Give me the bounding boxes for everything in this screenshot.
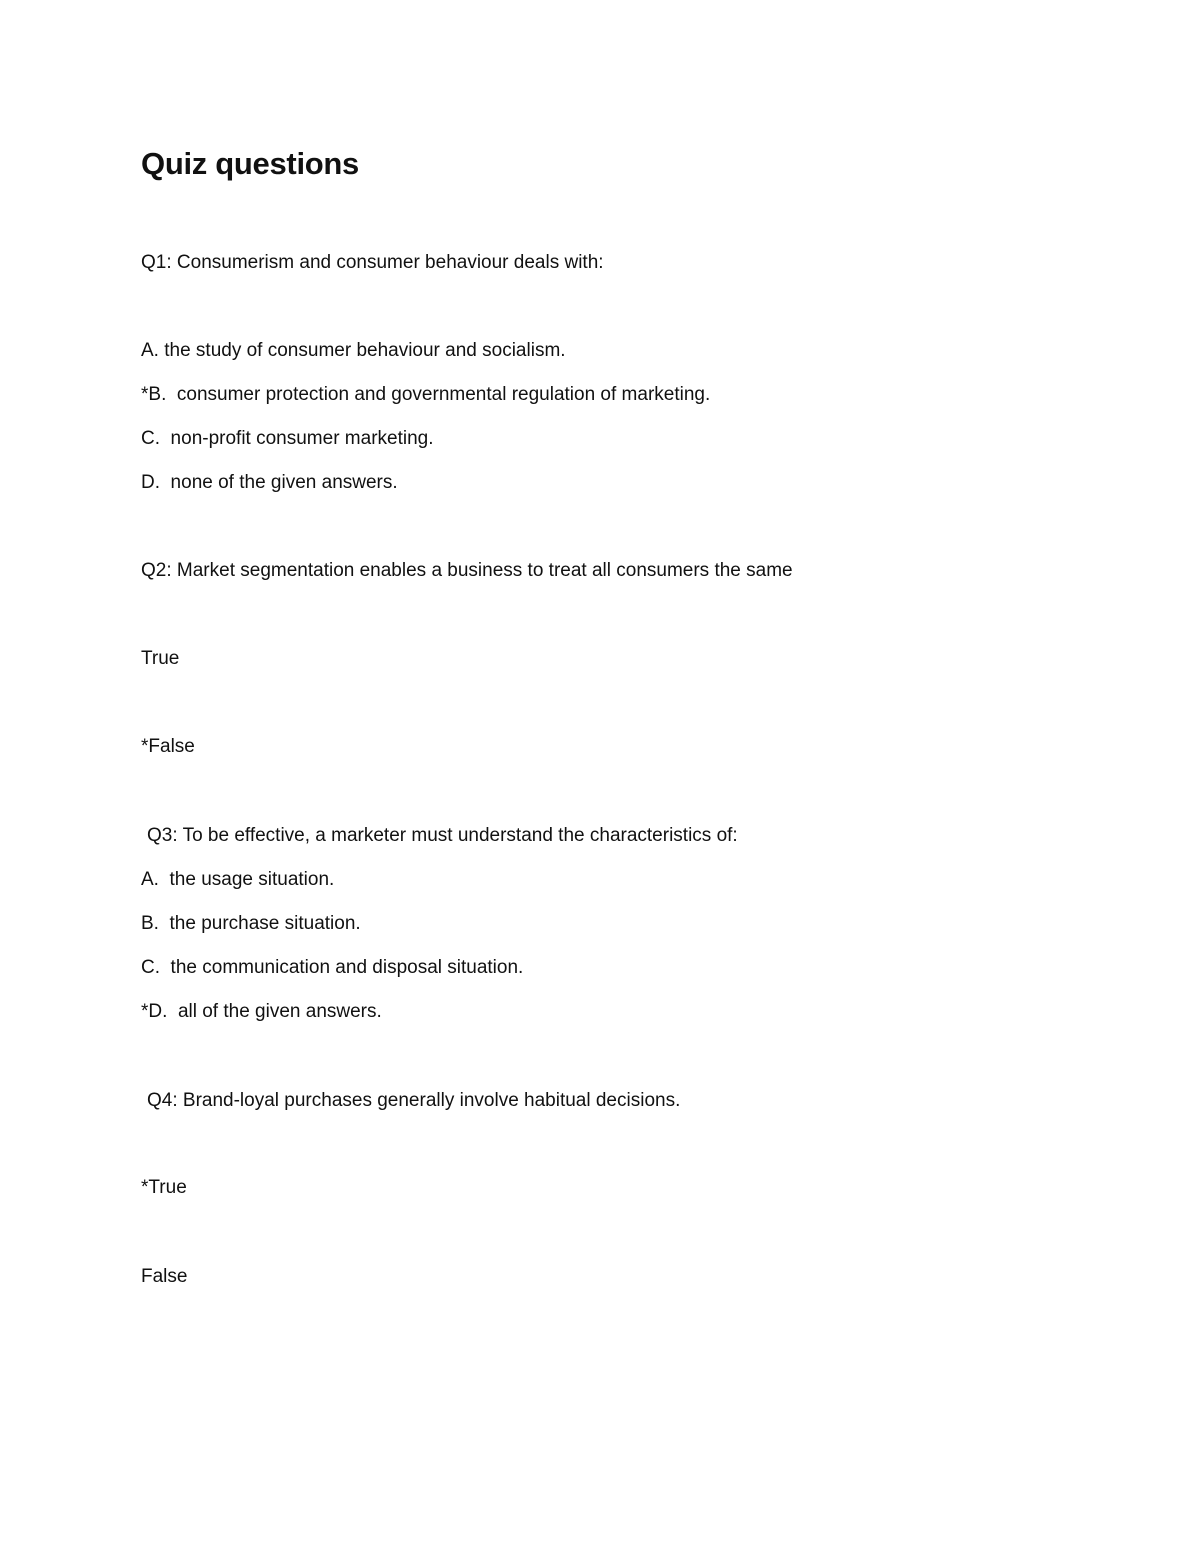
question-text: Brand-loyal purchases generally involve habitual decisions. xyxy=(182,1090,681,1111)
question-text: Consumerism and consumer behaviour deals with: xyxy=(176,252,604,273)
q1-option-d: D. none of the given answers. xyxy=(141,472,398,493)
question-label: Q4: xyxy=(147,1090,178,1111)
q2-option-true: True xyxy=(141,648,180,669)
question-3 xyxy=(147,824,738,848)
q1-option-a: A. the study of consumer behaviour and socialism. xyxy=(141,340,566,361)
question-text: To be effective, a marketer must understand the characteristics of: xyxy=(182,825,738,846)
q3-option-b: B. the purchase situation. xyxy=(141,913,361,934)
question-4 xyxy=(147,1089,680,1113)
q4-option-true: *True xyxy=(141,1177,187,1198)
question-label: Q3: xyxy=(147,825,178,846)
question-1 xyxy=(141,251,604,275)
q3-option-a: A. the usage situation. xyxy=(141,869,335,890)
question-2 xyxy=(141,559,793,583)
page-title: Quiz questions xyxy=(141,146,359,181)
question-label: Q2: xyxy=(141,560,172,581)
q1-option-c: C. non-profit consumer marketing. xyxy=(141,428,434,449)
question-label: Q1: xyxy=(141,252,172,273)
q3-option-d: *D. all of the given answers. xyxy=(141,1001,382,1022)
q1-option-b: *B. consumer protection and governmental regulation of marketing. xyxy=(141,384,711,405)
question-text: Market segmentation enables a business to treat all consumers the same xyxy=(176,560,793,581)
q2-option-false: *False xyxy=(141,736,195,757)
q4-option-false: False xyxy=(141,1266,188,1287)
q3-option-c: C. the communication and disposal situation. xyxy=(141,957,524,978)
